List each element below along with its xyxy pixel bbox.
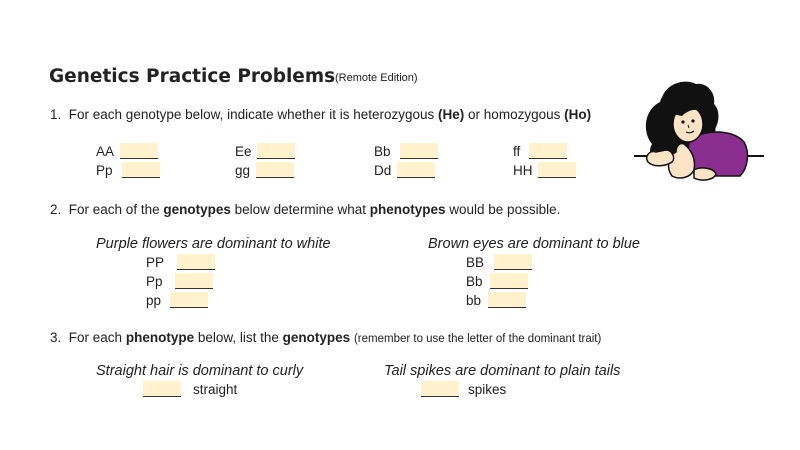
question-3-note: (remember to use the letter of the dominant trait) (353, 333, 602, 345)
answer-blank[interactable] (538, 162, 576, 178)
question-3-number: 3. (50, 330, 62, 345)
page-subtitle: (Remote Edition) (335, 72, 418, 84)
question-3-text: For each (68, 330, 123, 345)
answer-blank[interactable] (143, 381, 181, 397)
question-3-text-mid: below, list the (197, 330, 279, 345)
genotype-label: PP (146, 255, 165, 270)
genotype-label: Dd (374, 163, 392, 178)
question-1-ho: (Ho) (564, 107, 592, 122)
question-1 (50, 107, 591, 122)
question-3 (50, 330, 601, 345)
question-2-number: 2. (50, 202, 62, 217)
question-2 (50, 202, 560, 217)
genotype-label: BB (466, 255, 485, 270)
hair-heading: Straight hair is dominant to curly (96, 363, 304, 379)
genotype-label: HH (513, 163, 533, 178)
answer-blank[interactable] (490, 273, 528, 289)
answer-blank[interactable] (421, 381, 459, 397)
flower-heading: Purple flowers are dominant to white (96, 236, 331, 252)
answer-blank[interactable] (256, 162, 294, 178)
spikes-heading: Tail spikes are dominant to plain tails (384, 363, 621, 379)
answer-blank[interactable] (175, 273, 213, 289)
question-2-text: For each of the (68, 202, 160, 217)
genotype-label: pp (146, 293, 162, 308)
genotype-label: bb (466, 293, 482, 308)
genotype-label: Ee (235, 144, 252, 159)
question-2-bold-genotypes: genotypes (163, 202, 231, 217)
answer-blank[interactable] (397, 162, 435, 178)
answer-blank[interactable] (488, 292, 526, 308)
question-2-bold-phenotypes: phenotypes (369, 202, 446, 217)
phenotype-label: spikes (468, 382, 507, 397)
answer-blank[interactable] (494, 254, 532, 270)
page-title: Genetics Practice Problems (49, 66, 336, 87)
question-3-bold-phenotype: phenotype (125, 330, 195, 345)
genotype-label: AA (96, 144, 115, 159)
answer-blank[interactable] (122, 162, 160, 178)
student-clipart (632, 70, 767, 188)
question-1-text: For each genotype below, indicate whether it is heterozygous (68, 107, 435, 122)
eye-heading: Brown eyes are dominant to blue (428, 236, 640, 252)
question-2-text-mid: below determine what (234, 202, 366, 217)
answer-blank[interactable] (257, 143, 295, 159)
genotype-label: Pp (96, 163, 113, 178)
genotype-label: Pp (146, 274, 163, 289)
answer-blank[interactable] (400, 143, 438, 159)
question-3-bold-genotypes: genotypes (282, 330, 351, 345)
question-1-text-mid: or homozygous (468, 107, 561, 122)
genotype-label: Bb (466, 274, 483, 289)
genotype-label: gg (235, 163, 251, 178)
genotype-label: ff (513, 144, 521, 159)
answer-blank[interactable] (170, 292, 208, 308)
answer-blank[interactable] (177, 254, 215, 270)
answer-blank[interactable] (529, 143, 567, 159)
phenotype-label: straight (193, 382, 238, 397)
question-2-text-post: would be possible. (449, 202, 561, 217)
question-1-number: 1. (50, 107, 62, 122)
answer-blank[interactable] (120, 143, 158, 159)
question-1-he: (He) (438, 107, 465, 122)
genotype-label: Bb (374, 144, 391, 159)
